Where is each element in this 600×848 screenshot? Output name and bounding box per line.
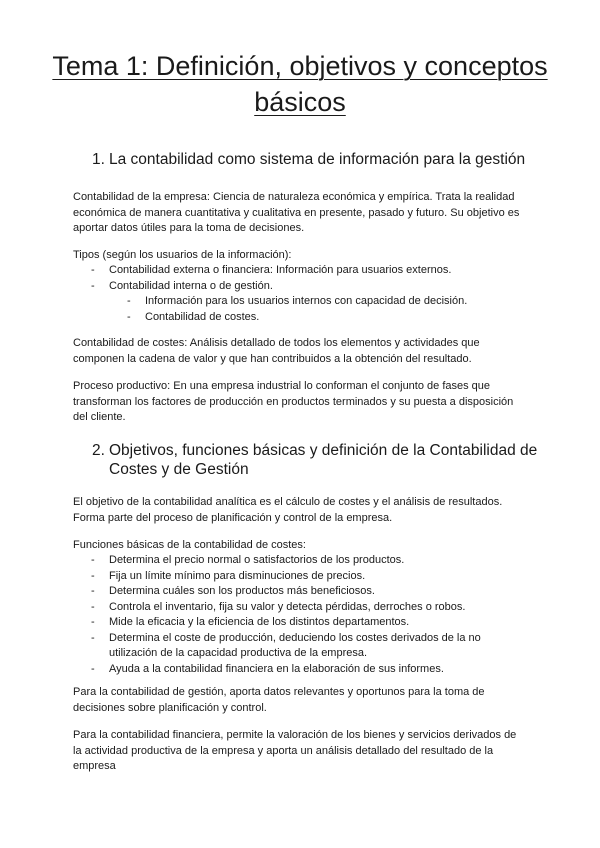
section-heading-text-continued: Costes y de Gestión — [109, 461, 249, 478]
section-heading-text: Objetivos, funciones básicas y definición de la Contabilidad de — [109, 442, 538, 459]
funciones-intro: Funciones básicas de la contabilidad de costes: — [73, 539, 306, 551]
paragraph-objetivo-analitica: El objetivo de la contabilidad analítica es el cálculo de costes y el análisis de resultados. Forma parte del proceso de planificación y control de la empresa. — [73, 496, 503, 524]
paragraph-contabilidad-costes: Contabilidad de costes: Análisis detallado de todos los elementos y actividades que componen la cadena de valor y que han contribuidos a la obtención del resultado. — [73, 337, 480, 365]
section-number: 1. — [92, 151, 105, 168]
page-title: Tema 1: Definición, objetivos y conceptos básicos — [52, 51, 548, 117]
list-item: - Controla el inventario, fija su valor y detecta pérdidas, derroches o robos. — [91, 600, 516, 616]
section-heading-2 — [92, 441, 552, 479]
section-heading-text: La contabilidad como sistema de información para la gestión — [109, 151, 526, 168]
list-item: - Determina cuáles son los productos más beneficiosos. — [91, 584, 516, 600]
list-item: - Información para los usuarios internos con capacidad de decisión. — [127, 294, 527, 310]
list-item: - Determina el coste de producción, deduciendo los costes derivados de la no utilización de la capacidad productiva de la empresa. — [91, 631, 516, 662]
list-item: - Mide la eficacia y la eficiencia de los distintos departamentos. — [91, 615, 516, 631]
tipos-list — [91, 263, 531, 294]
paragraph-contabilidad-gestion: Para la contabilidad de gestión, aporta datos relevantes y oportunos para la toma de decisiones sobre planificación y control. — [73, 686, 485, 714]
tipos-intro: Tipos (según los usuarios de la información): — [73, 249, 292, 261]
paragraph-proceso-productivo: Proceso productivo: En una empresa industrial lo conforman el conjunto de fases que transforman los factores de producción en productos terminados y su puesta a disposición del cliente. — [73, 380, 514, 423]
paragraph-contabilidad-financiera: Para la contabilidad financiera, permite la valoración de los bienes y servicios derivados de la actividad productiva de la empresa y aporta un análisis detallado del resultado de la empresa — [73, 729, 517, 772]
list-item: - Contabilidad interna o de gestión. — [91, 279, 531, 295]
funciones-list — [91, 553, 516, 677]
subtipos-list — [127, 294, 527, 325]
list-item: - Ayuda a la contabilidad financiera en la elaboración de sus informes. — [91, 662, 516, 678]
list-item: - Determina el precio normal o satisfactorios de los productos. — [91, 553, 516, 569]
paragraph-contabilidad-empresa: Contabilidad de la empresa: Ciencia de naturaleza económica y empírica. Trata la realidad económica de manera cuantitativa y cualitativa en presente, pasado y futuro. Su objetivo es aportar datos útiles para la toma de decisiones. — [73, 191, 520, 234]
list-item: - Fija un límite mínimo para disminuciones de precios. — [91, 569, 516, 585]
section-number: 2. — [92, 442, 105, 459]
section-heading-1 — [92, 150, 542, 169]
list-item: - Contabilidad de costes. — [127, 310, 527, 326]
list-item: - Contabilidad externa o financiera: Información para usuarios externos. — [91, 263, 531, 279]
